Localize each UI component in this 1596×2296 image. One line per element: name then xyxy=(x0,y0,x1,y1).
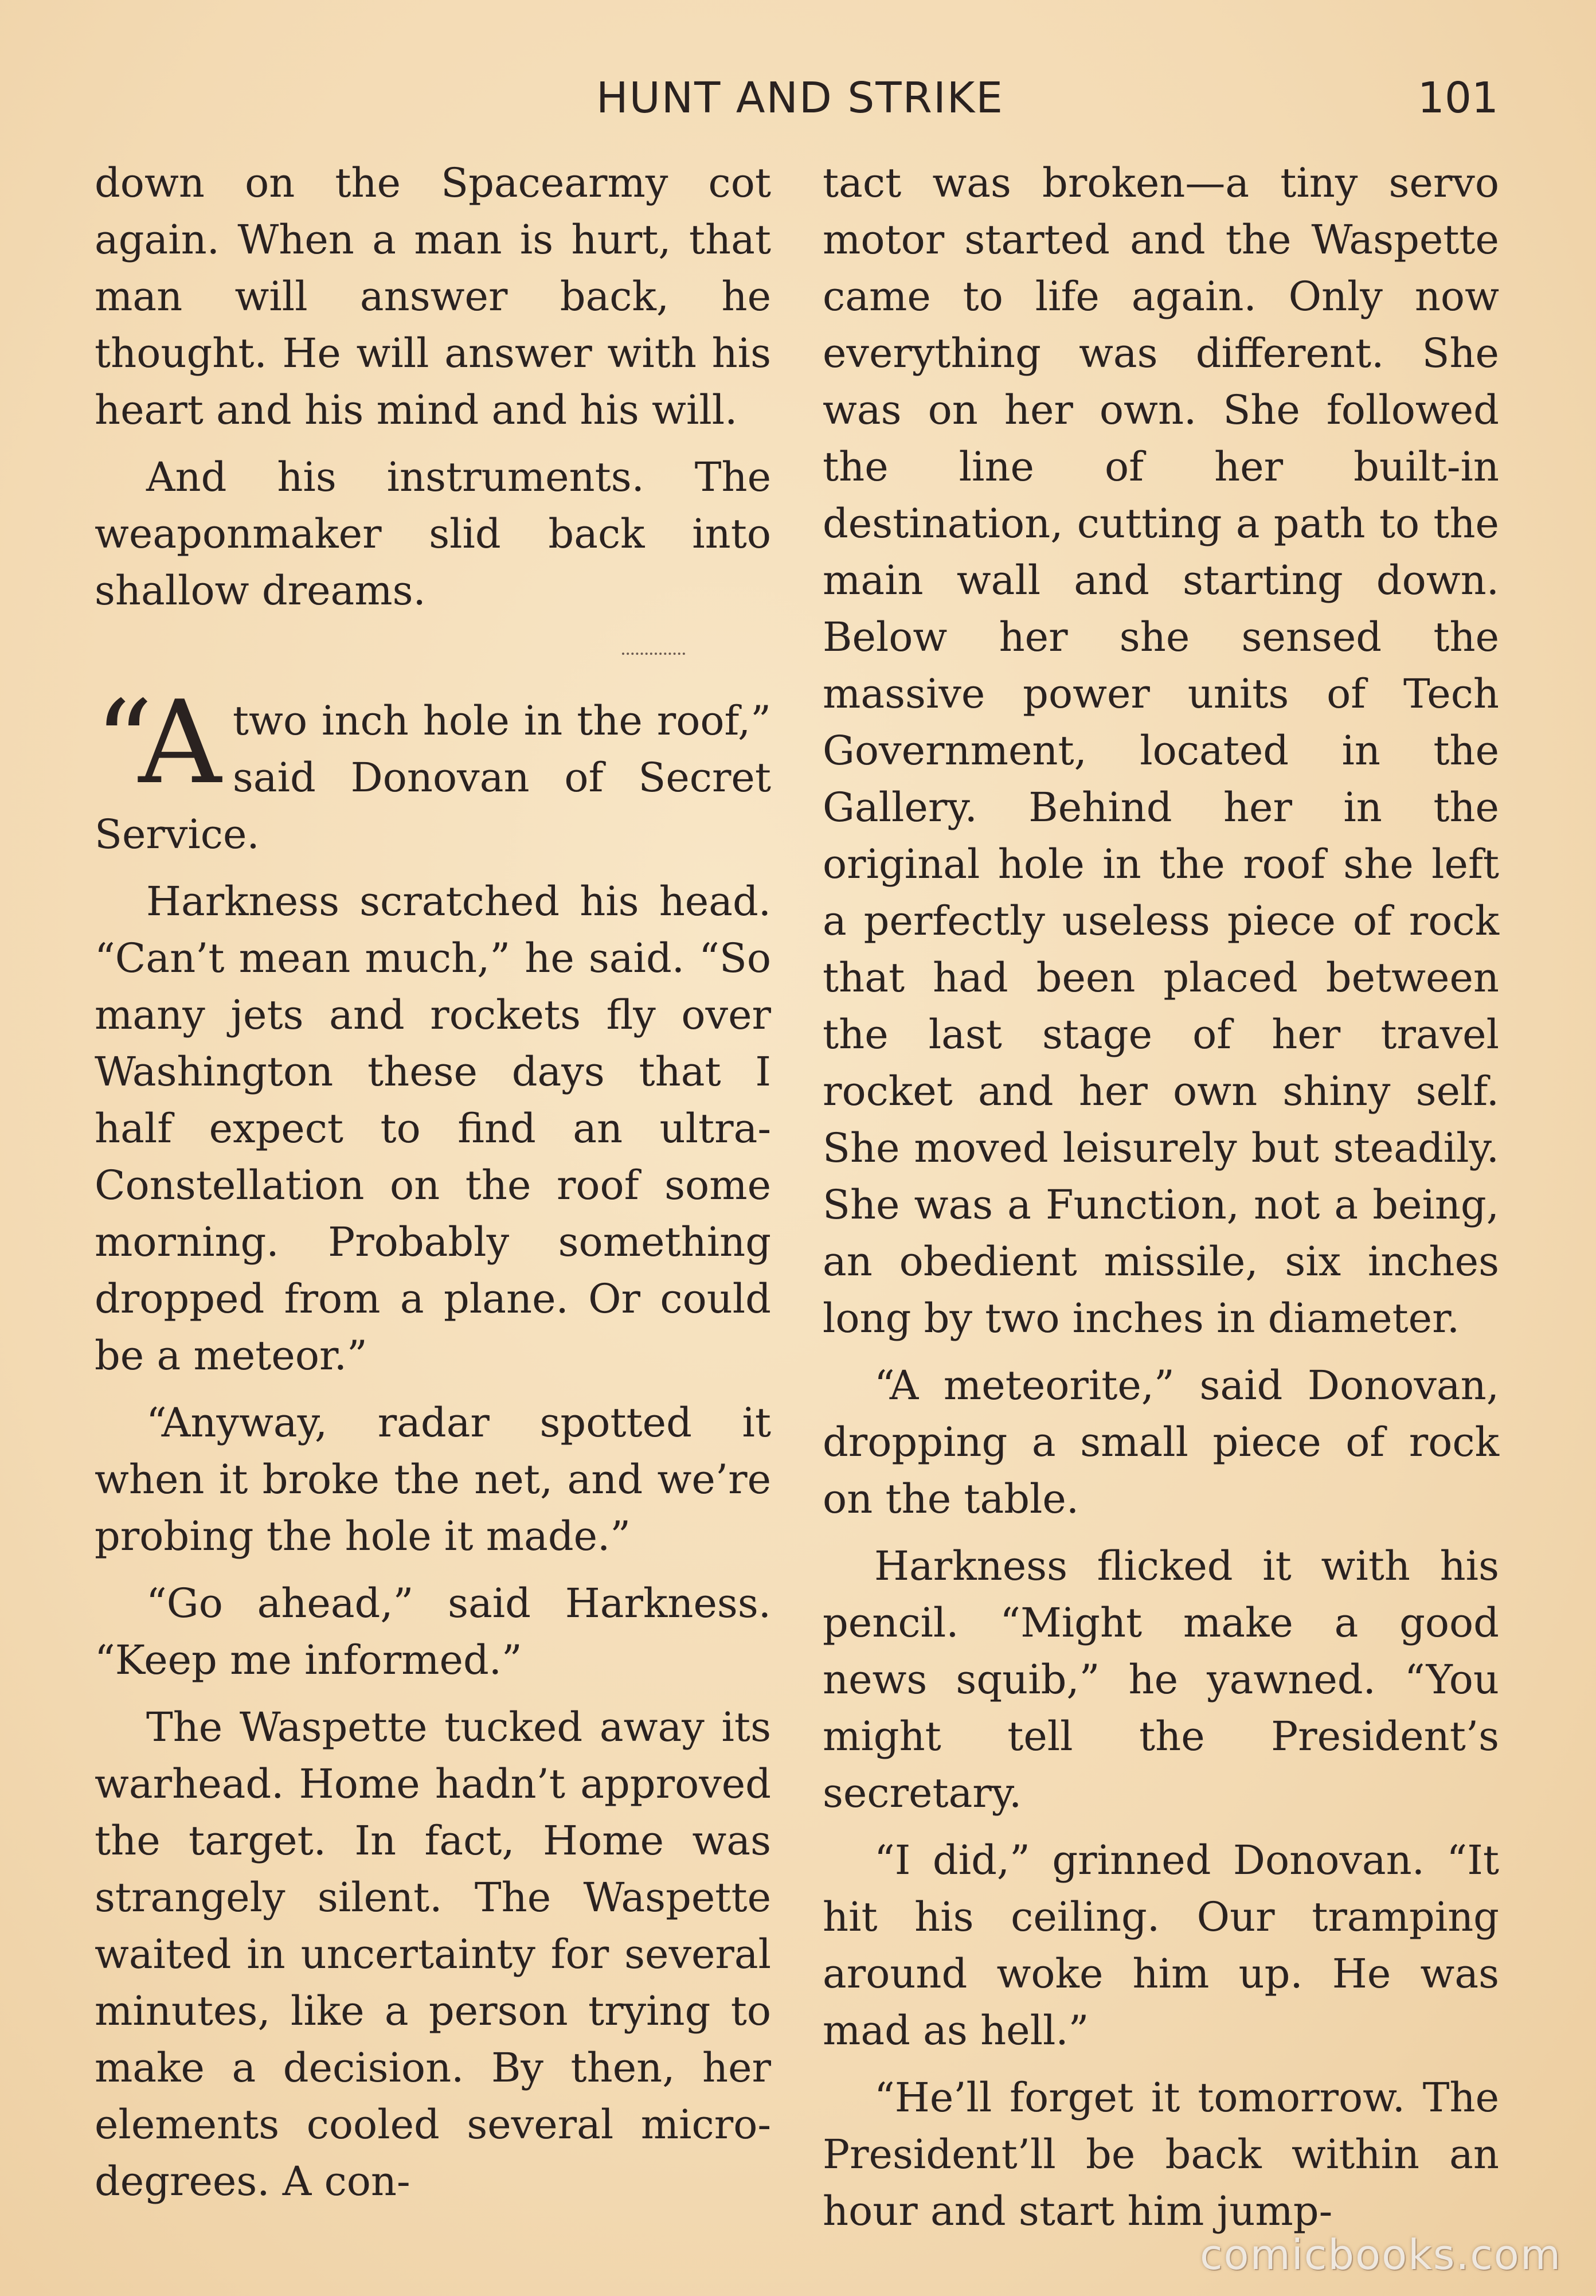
page-number: 101 xyxy=(1417,73,1499,123)
paragraph: Harkness scratched his head. “Can’t mean much,” he said. “So many jets and rockets fly over Washington these days that I half expect to find an ultra-Constellation on the roof some morning. Probably something dropped from a plane. Or could be a meteor.” xyxy=(95,878,771,1379)
right-column xyxy=(823,155,1499,2250)
paragraph: down on the Spacearmy cot again. When a man is hurt, that man will answer back, he thought. He will answer with his heart and his mind and his will. xyxy=(95,159,771,434)
paragraph: And his instruments. The weaponmaker slid back into shallow dreams. xyxy=(95,454,771,614)
paragraph-with-drop-cap xyxy=(95,676,771,863)
paragraph-text: two inch hole in the roof,” said Donovan of Secret Service. xyxy=(95,697,771,858)
section-break-ornament xyxy=(622,653,685,658)
drop-cap: “A xyxy=(95,676,221,810)
paragraph: “Go ahead,” said Harkness. “Keep me informed.” xyxy=(95,1580,771,1684)
paragraph: “Anyway, radar spotted it when it broke the net, and we’re probing the hole it made.” xyxy=(95,1399,771,1560)
paragraph: The Waspette tucked away its warhead. Home hadn’t approved the target. In fact, Home was strangely silent. The Waspette waited in uncertainty for several minutes, like a person trying to make a decision. By then, her elements cooled several micro-degrees. A con- xyxy=(95,1704,771,2205)
running-head: HUNT AND STRIKE xyxy=(596,73,1004,123)
paragraph: “He’ll forget it tomorrow. The President’ll be back within an hour and start him jump- xyxy=(823,2074,1499,2235)
left-column xyxy=(95,155,771,2220)
paragraph: tact was broken—a tiny servo motor started and the Waspette came to life again. Only now everything was different. She was on her own. She followed the line of her built-in destination, cutting a path to the main wall and starting down. Below her she sensed the massive power units of Tech Government, located in the Gallery. Behind her in the original hole in the roof she left a perfectly useless piece of rock that had been placed between the last stage of her travel rocket and her own shiny self. She moved leisurely but steadily. She was a Function, not a being, an obedient missile, six inches long by two inches in diameter. xyxy=(823,159,1499,1342)
paragraph: Harkness flicked it with his pencil. “Might make a good news squib,” he yawned. “You might tell the President’s secretary. xyxy=(823,1543,1499,1817)
watermark: comicbooks.com xyxy=(1199,2231,1562,2279)
paragraph: “A meteorite,” said Donovan, dropping a small piece of rock on the table. xyxy=(823,1362,1499,1522)
paragraph: “I did,” grinned Donovan. “It hit his ceiling. Our tramping around woke him up. He was mad as hell.” xyxy=(823,1837,1499,2054)
section-break xyxy=(95,630,771,693)
